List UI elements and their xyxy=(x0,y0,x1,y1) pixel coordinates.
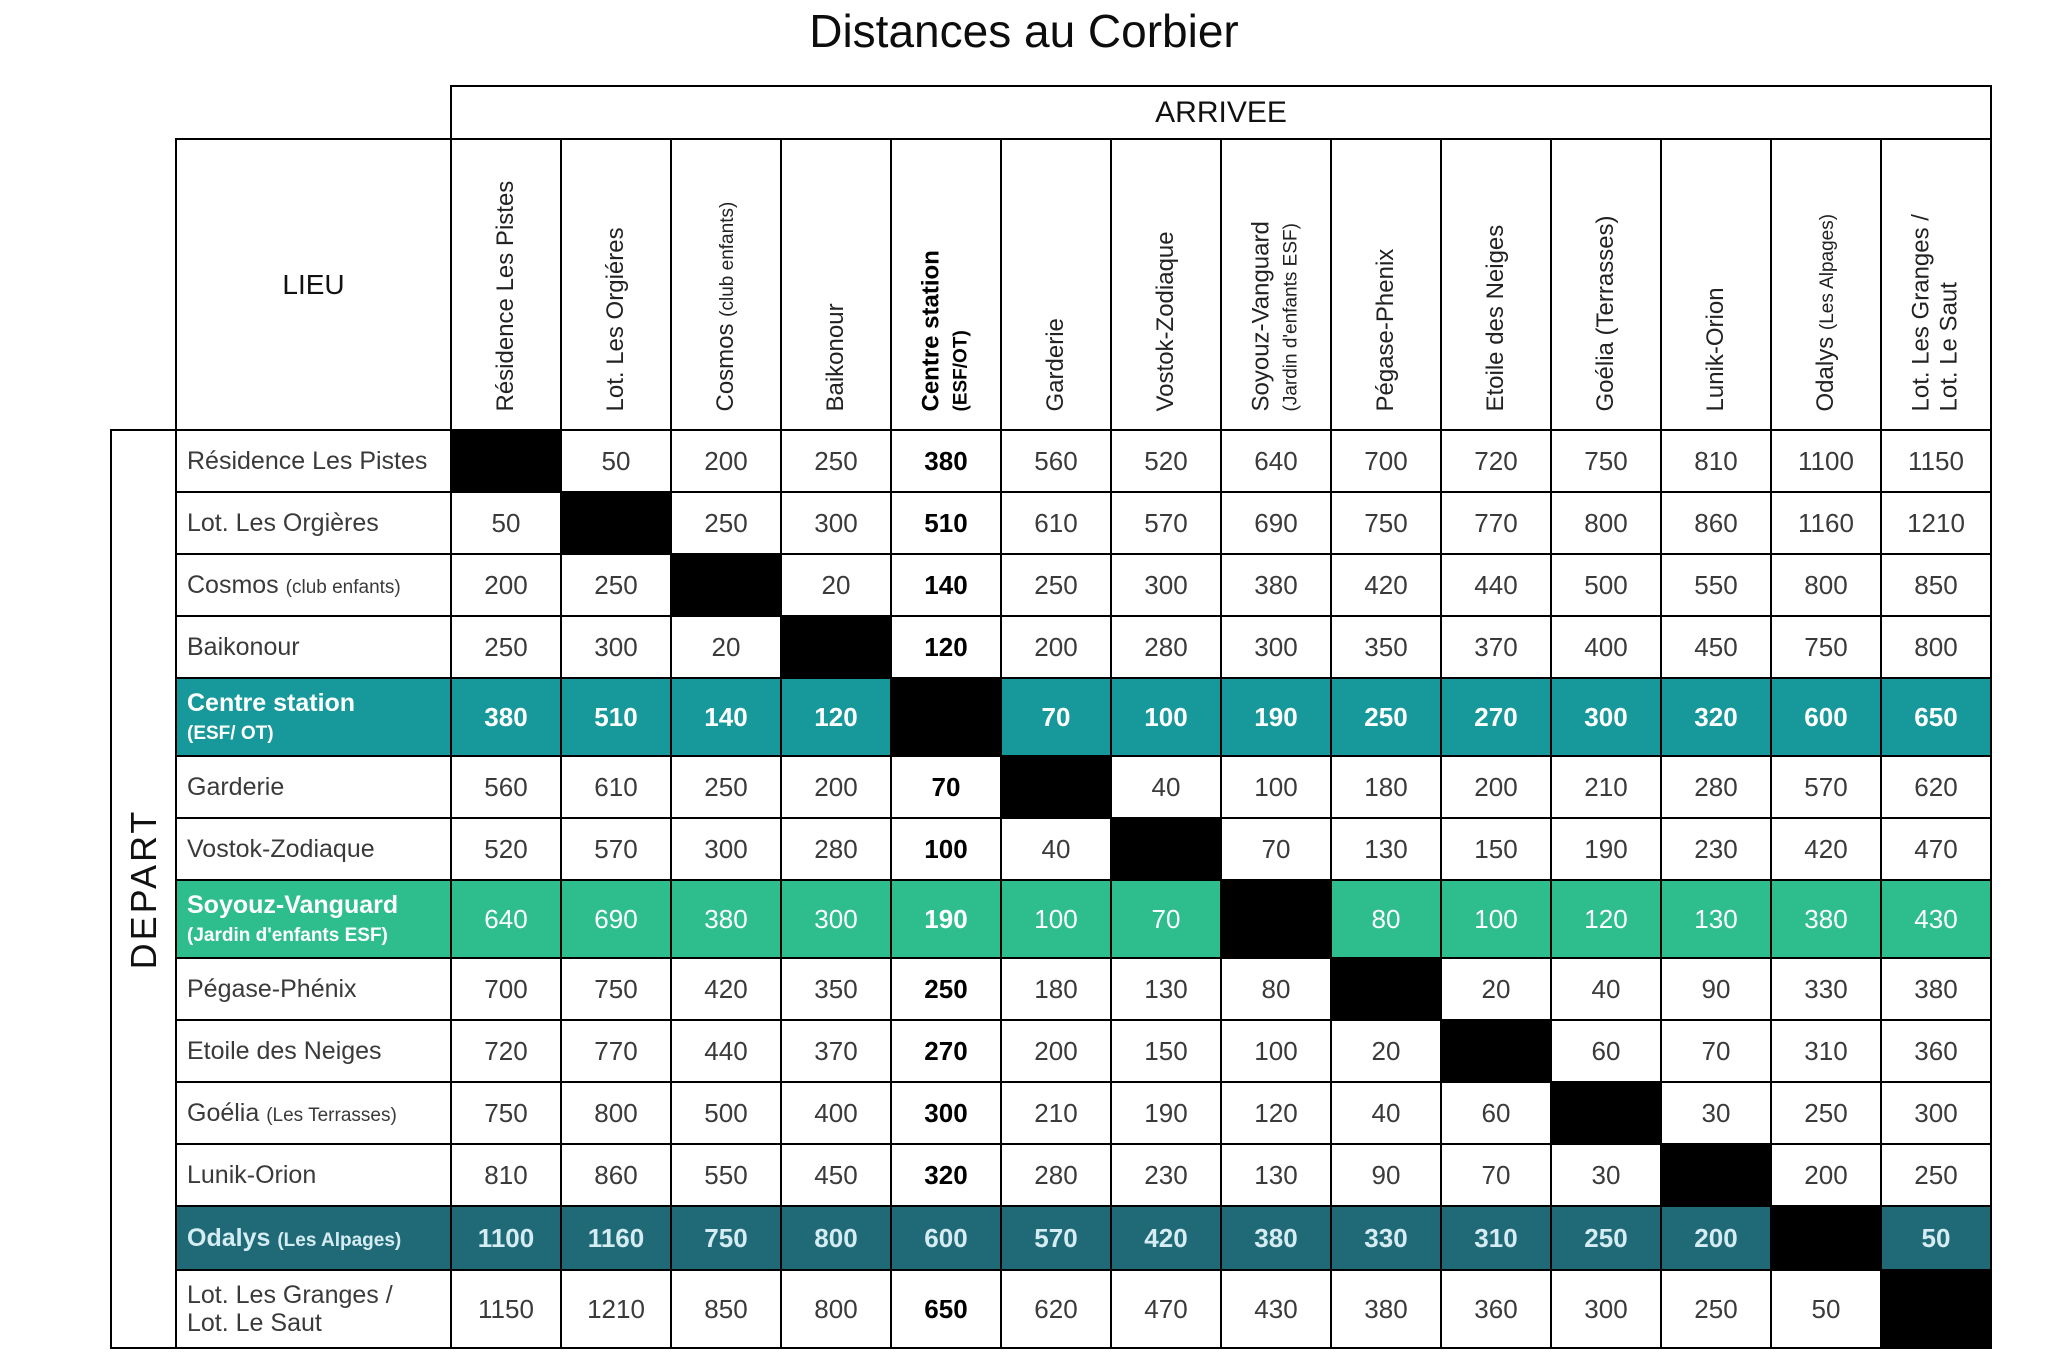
distance-cell: 100 xyxy=(1001,880,1111,958)
distance-cell: 70 xyxy=(1221,818,1331,880)
row-label-3: Cosmos (club enfants) xyxy=(176,554,451,616)
distance-cell: 50 xyxy=(1771,1270,1881,1348)
distance-cell: 520 xyxy=(1111,430,1221,492)
distance-cell: 1210 xyxy=(561,1270,671,1348)
distance-cell: 250 xyxy=(451,616,561,678)
table-row xyxy=(111,554,1991,616)
distance-cell: 300 xyxy=(1111,554,1221,616)
diagonal-cell xyxy=(781,616,891,678)
distance-cell: 70 xyxy=(1111,880,1221,958)
diagonal-cell xyxy=(561,492,671,554)
distance-cell: 380 xyxy=(671,880,781,958)
distance-cell: 400 xyxy=(781,1082,891,1144)
distance-cell: 550 xyxy=(671,1144,781,1206)
distance-cell: 750 xyxy=(671,1206,781,1270)
rotated-column-label: Goélia (Terrasses) xyxy=(1591,214,1619,411)
distance-cell: 520 xyxy=(451,818,561,880)
distance-cell: 600 xyxy=(891,1206,1001,1270)
depart-header xyxy=(111,430,176,1348)
distance-cell: 190 xyxy=(1221,678,1331,756)
distance-cell: 300 xyxy=(671,818,781,880)
distance-cell: 40 xyxy=(1551,958,1661,1020)
col-header-10 xyxy=(1441,139,1551,430)
distance-cell: 20 xyxy=(1441,958,1551,1020)
distance-cell: 190 xyxy=(1111,1082,1221,1144)
distance-cell: 280 xyxy=(1661,756,1771,818)
distance-cell: 800 xyxy=(1881,616,1991,678)
row-label-5: Centre station (ESF/ OT) xyxy=(176,678,451,756)
distance-cell: 150 xyxy=(1441,818,1551,880)
rotated-column-label: Odalys (Les Alpages) xyxy=(1811,213,1839,411)
distance-cell: 430 xyxy=(1881,880,1991,958)
rotated-column-label: Soyouz-Vanguard (Jardin d'enfants ESF) xyxy=(1247,220,1302,411)
distance-cell: 800 xyxy=(781,1206,891,1270)
distance-cell: 100 xyxy=(891,818,1001,880)
diagonal-cell xyxy=(1551,1082,1661,1144)
distance-cell: 300 xyxy=(1221,616,1331,678)
distance-cell: 230 xyxy=(1111,1144,1221,1206)
distance-cell: 800 xyxy=(561,1082,671,1144)
distance-cell: 500 xyxy=(1551,554,1661,616)
distance-cell: 70 xyxy=(1661,1020,1771,1082)
rotated-column-label: Vostok-Zodiaque xyxy=(1151,230,1179,411)
distance-cell: 470 xyxy=(1881,818,1991,880)
table-row xyxy=(111,616,1991,678)
distance-cell: 380 xyxy=(1881,958,1991,1020)
distance-cell: 140 xyxy=(671,678,781,756)
distance-cell: 560 xyxy=(1001,430,1111,492)
rotated-depart-label: DEPART xyxy=(122,808,164,970)
distance-cell: 120 xyxy=(1221,1082,1331,1144)
distance-cell: 60 xyxy=(1551,1020,1661,1082)
distance-cell: 570 xyxy=(561,818,671,880)
rotated-column-label: Etoile des Neiges xyxy=(1481,224,1509,411)
distance-cell: 300 xyxy=(1551,1270,1661,1348)
distance-cell: 70 xyxy=(1441,1144,1551,1206)
rotated-column-label: Lot. Les Granges / Lot. Le Saut xyxy=(1907,213,1963,411)
distance-cell: 370 xyxy=(781,1020,891,1082)
diagonal-cell xyxy=(1331,958,1441,1020)
distance-cell: 750 xyxy=(451,1082,561,1144)
distance-cell: 130 xyxy=(1331,818,1441,880)
table-row xyxy=(111,1144,1991,1206)
row-label-1: Résidence Les Pistes xyxy=(176,430,451,492)
distance-cell: 330 xyxy=(1771,958,1881,1020)
row-label-7: Vostok-Zodiaque xyxy=(176,818,451,880)
distance-cell: 770 xyxy=(561,1020,671,1082)
arrivee-header: ARRIVEE xyxy=(451,86,1991,139)
distance-cell: 600 xyxy=(1771,678,1881,756)
distance-cell: 310 xyxy=(1771,1020,1881,1082)
distance-cell: 200 xyxy=(671,430,781,492)
spacer-cell xyxy=(111,86,451,139)
distance-table xyxy=(110,85,1992,1349)
distance-cell: 100 xyxy=(1221,1020,1331,1082)
distance-cell: 720 xyxy=(451,1020,561,1082)
distance-cell: 510 xyxy=(891,492,1001,554)
distance-cell: 570 xyxy=(1001,1206,1111,1270)
distance-cell: 800 xyxy=(1771,554,1881,616)
distance-cell: 70 xyxy=(1001,678,1111,756)
diagonal-cell xyxy=(1111,818,1221,880)
distance-cell: 440 xyxy=(671,1020,781,1082)
distance-cell: 700 xyxy=(451,958,561,1020)
distance-cell: 510 xyxy=(561,678,671,756)
distance-cell: 150 xyxy=(1111,1020,1221,1082)
distance-cell: 300 xyxy=(781,492,891,554)
col-header-4 xyxy=(781,139,891,430)
distance-cell: 270 xyxy=(891,1020,1001,1082)
row-label-10: Etoile des Neiges xyxy=(176,1020,451,1082)
distance-cell: 50 xyxy=(451,492,561,554)
distance-cell: 810 xyxy=(451,1144,561,1206)
distance-cell: 80 xyxy=(1221,958,1331,1020)
distance-cell: 400 xyxy=(1551,616,1661,678)
distance-cell: 130 xyxy=(1661,880,1771,958)
distance-cell: 270 xyxy=(1441,678,1551,756)
distance-cell: 250 xyxy=(561,554,671,616)
distance-cell: 420 xyxy=(671,958,781,1020)
table-row xyxy=(111,880,1991,958)
rotated-column-label: Centre station (ESF/OT) xyxy=(917,249,972,411)
distance-cell: 100 xyxy=(1111,678,1221,756)
distance-cell: 250 xyxy=(781,430,891,492)
distance-cell: 720 xyxy=(1441,430,1551,492)
distance-cell: 750 xyxy=(561,958,671,1020)
distance-cell: 250 xyxy=(671,756,781,818)
distance-cell: 280 xyxy=(1111,616,1221,678)
distance-cell: 1150 xyxy=(1881,430,1991,492)
col-header-2 xyxy=(561,139,671,430)
distance-cell: 250 xyxy=(671,492,781,554)
distance-cell: 610 xyxy=(1001,492,1111,554)
distance-cell: 140 xyxy=(891,554,1001,616)
row-label-6: Garderie xyxy=(176,756,451,818)
distance-cell: 300 xyxy=(1881,1082,1991,1144)
distance-cell: 380 xyxy=(451,678,561,756)
distance-cell: 750 xyxy=(1551,430,1661,492)
distance-cell: 650 xyxy=(1881,678,1991,756)
table-row xyxy=(111,492,1991,554)
distance-cell: 300 xyxy=(781,880,891,958)
col-header-13 xyxy=(1771,139,1881,430)
rotated-column-label: Lot. Les Orgiéres xyxy=(601,226,629,411)
col-header-5 xyxy=(891,139,1001,430)
distance-cell: 130 xyxy=(1221,1144,1331,1206)
distance-cell: 380 xyxy=(1771,880,1881,958)
distance-cell: 640 xyxy=(451,880,561,958)
distance-cell: 320 xyxy=(891,1144,1001,1206)
distance-cell: 1160 xyxy=(561,1206,671,1270)
distance-cell: 850 xyxy=(1881,554,1991,616)
distance-cell: 20 xyxy=(671,616,781,678)
row-label-12: Lunik-Orion xyxy=(176,1144,451,1206)
distance-cell: 1160 xyxy=(1771,492,1881,554)
distance-cell: 50 xyxy=(1881,1206,1991,1270)
distance-cell: 200 xyxy=(781,756,891,818)
distance-cell: 450 xyxy=(781,1144,891,1206)
col-header-7 xyxy=(1111,139,1221,430)
table-row xyxy=(111,756,1991,818)
distance-cell: 30 xyxy=(1661,1082,1771,1144)
distance-cell: 800 xyxy=(1551,492,1661,554)
distance-cell: 90 xyxy=(1661,958,1771,1020)
distance-cell: 620 xyxy=(1001,1270,1111,1348)
distance-cell: 350 xyxy=(781,958,891,1020)
col-header-6 xyxy=(1001,139,1111,430)
distance-cell: 420 xyxy=(1111,1206,1221,1270)
diagonal-cell xyxy=(671,554,781,616)
col-header-14 xyxy=(1881,139,1991,430)
distance-cell: 210 xyxy=(1001,1082,1111,1144)
distance-cell: 310 xyxy=(1441,1206,1551,1270)
distance-cell: 620 xyxy=(1881,756,1991,818)
distance-cell: 430 xyxy=(1221,1270,1331,1348)
distance-cell: 280 xyxy=(1001,1144,1111,1206)
distance-cell: 100 xyxy=(1221,756,1331,818)
row-label-2: Lot. Les Orgières xyxy=(176,492,451,554)
distance-cell: 250 xyxy=(1771,1082,1881,1144)
distance-cell: 200 xyxy=(1001,1020,1111,1082)
row-label-4: Baikonour xyxy=(176,616,451,678)
distance-cell: 1100 xyxy=(451,1206,561,1270)
distance-cell: 550 xyxy=(1661,554,1771,616)
col-header-8 xyxy=(1221,139,1331,430)
distance-cell: 250 xyxy=(1551,1206,1661,1270)
distance-cell: 200 xyxy=(451,554,561,616)
distance-cell: 250 xyxy=(891,958,1001,1020)
distance-cell: 300 xyxy=(891,1082,1001,1144)
col-header-9 xyxy=(1331,139,1441,430)
distance-cell: 1150 xyxy=(451,1270,561,1348)
distance-cell: 370 xyxy=(1441,616,1551,678)
distance-cell: 330 xyxy=(1331,1206,1441,1270)
distance-cell: 800 xyxy=(781,1270,891,1348)
table-row xyxy=(111,430,1991,492)
distance-cell: 120 xyxy=(781,678,891,756)
spacer-cell xyxy=(111,139,176,430)
distance-cell: 360 xyxy=(1441,1270,1551,1348)
distance-cell: 690 xyxy=(1221,492,1331,554)
page-title: Distances au Corbier xyxy=(809,5,1239,57)
distance-cell: 210 xyxy=(1551,756,1661,818)
distance-cell: 380 xyxy=(1331,1270,1441,1348)
table-row xyxy=(111,1206,1991,1270)
table-row xyxy=(111,818,1991,880)
distance-cell: 470 xyxy=(1111,1270,1221,1348)
distance-cell: 90 xyxy=(1331,1144,1441,1206)
distance-cell: 860 xyxy=(561,1144,671,1206)
diagonal-cell xyxy=(1001,756,1111,818)
distance-cell: 610 xyxy=(561,756,671,818)
distance-cell: 40 xyxy=(1001,818,1111,880)
column-header-row xyxy=(111,139,1991,430)
diagonal-cell xyxy=(1221,880,1331,958)
arrivee-row xyxy=(111,86,1991,139)
distance-cell: 560 xyxy=(451,756,561,818)
row-label-9: Pégase-Phénix xyxy=(176,958,451,1020)
distance-cell: 300 xyxy=(561,616,671,678)
table-row xyxy=(111,1020,1991,1082)
col-header-11 xyxy=(1551,139,1661,430)
distance-cell: 1210 xyxy=(1881,492,1991,554)
distance-cell: 80 xyxy=(1331,880,1441,958)
distance-cell: 40 xyxy=(1331,1082,1441,1144)
diagonal-cell xyxy=(1441,1020,1551,1082)
distance-cell: 190 xyxy=(891,880,1001,958)
row-label-14: Lot. Les Granges / Lot. Le Saut xyxy=(176,1270,451,1348)
distance-cell: 30 xyxy=(1551,1144,1661,1206)
distance-cell: 700 xyxy=(1331,430,1441,492)
rotated-column-label: Baikonour xyxy=(821,302,849,411)
distance-cell: 690 xyxy=(561,880,671,958)
distance-cell: 230 xyxy=(1661,818,1771,880)
distance-cell: 120 xyxy=(1551,880,1661,958)
distance-cell: 200 xyxy=(1771,1144,1881,1206)
table-row xyxy=(111,1082,1991,1144)
table-row xyxy=(111,1270,1991,1348)
distance-cell: 440 xyxy=(1441,554,1551,616)
distance-cell: 20 xyxy=(781,554,891,616)
distance-cell: 640 xyxy=(1221,430,1331,492)
distance-cell: 770 xyxy=(1441,492,1551,554)
distance-cell: 810 xyxy=(1661,430,1771,492)
rotated-column-label: Cosmos (club enfants) xyxy=(711,201,739,411)
distance-cell: 360 xyxy=(1881,1020,1991,1082)
distance-cell: 450 xyxy=(1661,616,1771,678)
distance-cell: 50 xyxy=(561,430,671,492)
distance-cell: 420 xyxy=(1771,818,1881,880)
distance-cell: 570 xyxy=(1111,492,1221,554)
rotated-column-label: Lunik-Orion xyxy=(1701,286,1729,411)
distance-cell: 60 xyxy=(1441,1082,1551,1144)
distance-cell: 200 xyxy=(1441,756,1551,818)
distance-cell: 380 xyxy=(1221,1206,1331,1270)
col-header-1 xyxy=(451,139,561,430)
distance-cell: 250 xyxy=(1661,1270,1771,1348)
distance-cell: 1100 xyxy=(1771,430,1881,492)
distance-cell: 500 xyxy=(671,1082,781,1144)
row-label-11: Goélia (Les Terrasses) xyxy=(176,1082,451,1144)
distance-cell: 100 xyxy=(1441,880,1551,958)
distance-cell: 250 xyxy=(1331,678,1441,756)
distance-cell: 420 xyxy=(1331,554,1441,616)
distance-cell: 200 xyxy=(1001,616,1111,678)
table-row xyxy=(111,958,1991,1020)
diagonal-cell xyxy=(451,430,561,492)
rotated-column-label: Garderie xyxy=(1041,317,1069,411)
distance-cell: 320 xyxy=(1661,678,1771,756)
distance-cell: 650 xyxy=(891,1270,1001,1348)
distance-cell: 250 xyxy=(1001,554,1111,616)
distance-cell: 70 xyxy=(891,756,1001,818)
col-header-12 xyxy=(1661,139,1771,430)
row-label-8: Soyouz-Vanguard (Jardin d'enfants ESF) xyxy=(176,880,451,958)
distance-cell: 120 xyxy=(891,616,1001,678)
distance-cell: 130 xyxy=(1111,958,1221,1020)
diagonal-cell xyxy=(1771,1206,1881,1270)
distance-cell: 40 xyxy=(1111,756,1221,818)
col-header-3 xyxy=(671,139,781,430)
distance-cell: 750 xyxy=(1771,616,1881,678)
distance-cell: 750 xyxy=(1331,492,1441,554)
distance-cell: 570 xyxy=(1771,756,1881,818)
distance-cell: 380 xyxy=(891,430,1001,492)
row-label-13: Odalys (Les Alpages) xyxy=(176,1206,451,1270)
distance-cell: 850 xyxy=(671,1270,781,1348)
distance-cell: 350 xyxy=(1331,616,1441,678)
distance-cell: 180 xyxy=(1001,958,1111,1020)
distance-cell: 190 xyxy=(1551,818,1661,880)
table-row xyxy=(111,678,1991,756)
distance-cell: 20 xyxy=(1331,1020,1441,1082)
lieu-header: LIEU xyxy=(176,139,451,430)
distance-cell: 280 xyxy=(781,818,891,880)
rotated-column-label: Pégase-Phenix xyxy=(1371,248,1399,411)
distance-cell: 200 xyxy=(1661,1206,1771,1270)
rotated-column-label: Résidence Les Pistes xyxy=(491,180,519,411)
distance-cell: 300 xyxy=(1551,678,1661,756)
diagonal-cell xyxy=(1881,1270,1991,1348)
diagonal-cell xyxy=(1661,1144,1771,1206)
distance-cell: 250 xyxy=(1881,1144,1991,1206)
distance-cell: 180 xyxy=(1331,756,1441,818)
distance-cell: 380 xyxy=(1221,554,1331,616)
diagonal-cell xyxy=(891,678,1001,756)
distance-cell: 860 xyxy=(1661,492,1771,554)
